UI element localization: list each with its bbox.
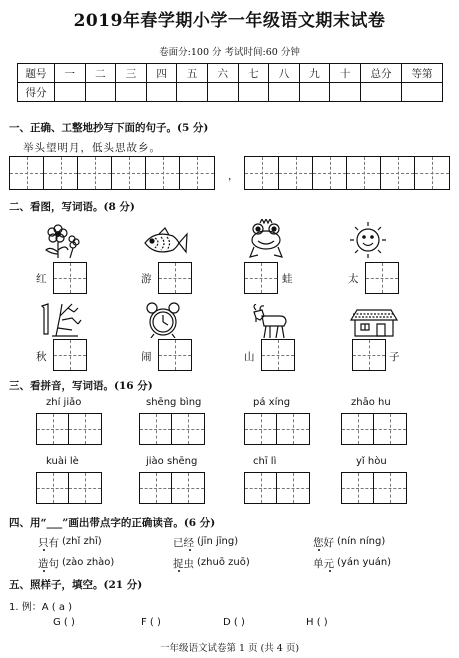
pinyin-label: zhí jiǎo [46,397,82,408]
dotted-word: 单元 [313,558,334,570]
pinyin-label: jiào shēng [146,456,198,467]
pinyin-label: yǐ hòu [356,456,387,467]
word-grid[interactable] [158,339,192,371]
emphasis-dot [43,549,45,551]
score-table-score-row [18,83,443,102]
pinyin-answer-grid[interactable] [341,472,407,504]
copy-grid-2[interactable] [244,156,450,190]
pinyin-answer-grid[interactable] [36,413,102,445]
emphasis-dot [318,549,320,551]
score-cell[interactable] [116,83,147,102]
dotted-word: 造句 [38,558,59,570]
reading-options[interactable]: (nín níng) [337,536,386,547]
word-prefix-label: 闹 [141,351,152,363]
goat-icon [250,304,290,340]
copy-grid-1[interactable] [9,156,215,190]
table-cell: 总分 [361,64,402,83]
score-cell[interactable] [330,83,361,102]
comma: ， [228,170,239,182]
section-1-title: 一、正确、工整地抄写下面的句子。(5 分) [9,122,209,134]
score-cell[interactable] [146,83,177,102]
tree-icon [38,300,82,338]
score-cell[interactable] [238,83,269,102]
pinyin-label: kuài lè [46,456,79,467]
pinyin-label: zhāo hu [351,397,391,408]
reading-options[interactable]: (zào zhào) [62,557,115,568]
emphasis-dot [43,570,45,572]
table-cell: 三 [116,64,147,83]
emphasis-dot [178,570,180,572]
word-grid[interactable] [53,262,87,294]
emphasis-dot [329,570,331,572]
table-cell: 等第 [402,64,443,83]
table-cell: 七 [238,64,269,83]
word-prefix-label: 太 [348,273,359,285]
word-grid[interactable] [158,262,192,294]
pinyin-answer-grid[interactable] [36,472,102,504]
section-3-title: 三、看拼音，写词语。(16 分) [9,380,153,392]
frog-icon [246,219,286,259]
house-icon [349,306,399,338]
reading-options[interactable]: (zhǐ zhī) [62,536,102,547]
table-cell: 四 [146,64,177,83]
clock-icon [144,302,182,338]
reading-options[interactable]: (jīn jīng) [197,536,239,547]
flower-icon [40,224,82,260]
copy-sentence: 举头望明月，低头思故乡。 [23,142,161,154]
word-prefix-label: 游 [141,273,152,285]
pinyin-label: chī lì [253,456,277,467]
word-grid[interactable] [261,339,295,371]
section-5-title: 五、照样子，填空。(21 分) [9,579,143,591]
score-cell[interactable] [177,83,208,102]
table-cell: 题号 [18,64,55,83]
score-table [17,63,443,102]
score-cell[interactable] [207,83,238,102]
dotted-word: 捉虫 [173,558,194,570]
score-cell[interactable] [85,83,116,102]
reading-options[interactable]: (zhuō zuō) [197,557,250,568]
pinyin-answer-grid[interactable] [341,413,407,445]
letter-blank[interactable]: H ( ) [306,617,328,628]
word-grid[interactable] [365,262,399,294]
word-prefix-label: 山 [244,351,255,363]
word-prefix-label: 秋 [36,351,47,363]
table-cell: 九 [299,64,330,83]
table-cell: 六 [207,64,238,83]
table-cell: 一 [55,64,86,83]
pinyin-label: shēng bìng [146,397,202,408]
table-cell: 得分 [18,83,55,102]
exam-info: 卷面分:100 分 考试时间:60 分钟 [159,47,300,58]
page-title: 2019年春学期小学一年级语文期末试卷 [73,11,386,31]
dotted-word: 已经 [173,537,194,549]
letter-blank[interactable]: D ( ) [223,617,245,628]
score-cell[interactable] [269,83,300,102]
word-grid[interactable] [53,339,87,371]
table-cell: 十 [330,64,361,83]
word-grid[interactable] [352,339,386,371]
dotted-word: 只有 [38,537,59,549]
example-line: 1. 例：A ( a ) [9,602,73,613]
dotted-word: 您好 [313,537,334,549]
table-cell: 八 [269,64,300,83]
section-2-title: 二、看图，写词语。(8 分) [9,201,135,213]
score-table-header-row [18,64,443,83]
section-4-title: 四、用“___”画出带点字的正确读音。(6 分) [9,517,216,529]
pinyin-answer-grid[interactable] [244,472,310,504]
score-cell[interactable] [402,83,443,102]
table-cell: 二 [85,64,116,83]
word-suffix-label: 子 [389,351,400,363]
pinyin-answer-grid[interactable] [139,413,205,445]
score-cell[interactable] [299,83,330,102]
page-footer: 一年级语文试卷第 1 页 (共 4 页) [159,643,300,654]
score-cell[interactable] [55,83,86,102]
pinyin-answer-grid[interactable] [139,472,205,504]
word-grid[interactable] [244,262,278,294]
emphasis-dot [189,549,191,551]
score-cell[interactable] [361,83,402,102]
word-suffix-label: 蛙 [282,273,293,285]
pinyin-answer-grid[interactable] [244,413,310,445]
fish-icon [141,226,189,260]
word-prefix-label: 红 [36,273,47,285]
table-cell: 五 [177,64,208,83]
letter-blank[interactable]: F ( ) [141,617,161,628]
letter-blank[interactable]: G ( ) [53,617,75,628]
reading-options[interactable]: (yán yuán) [337,557,392,568]
sun-icon [348,220,388,260]
pinyin-label: pá xíng [253,397,291,408]
